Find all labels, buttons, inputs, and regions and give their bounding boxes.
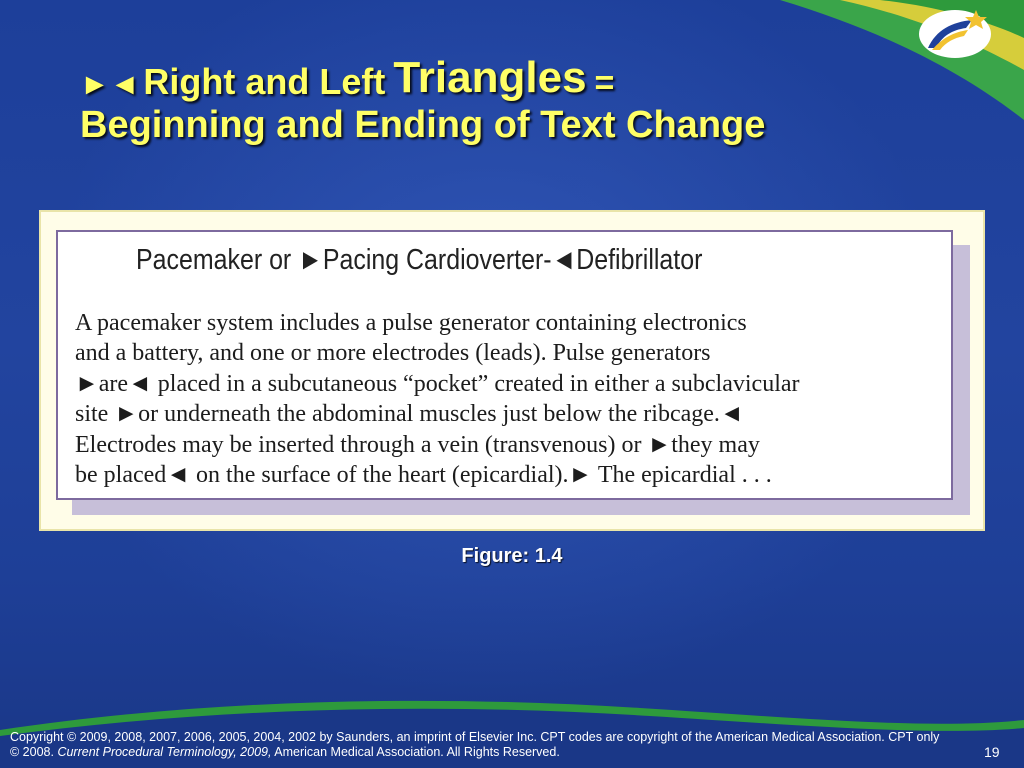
figure-caption: Figure: 1.4 <box>461 545 563 567</box>
slide-title <box>80 46 940 144</box>
title-right-left-text: Right and Left <box>143 61 386 102</box>
title-line-1 <box>80 46 940 100</box>
title-line-2: Beginning and Ending of Text Change <box>80 104 766 146</box>
figure-heading: Pacemaker or ►Pacing Cardioverter-◄Defibrillator <box>136 244 703 276</box>
body-line: Electrodes may be inserted through a vein (transvenous) or ►they may <box>75 431 760 458</box>
page-number: 19 <box>984 744 1000 760</box>
body-line: be placed◄ on the surface of the heart (epicardial).► The epicardial . . . <box>75 461 772 488</box>
title-triangles-text: Triangles <box>393 53 587 102</box>
copyright-text: Copyright © 2009, 2008, 2007, 2006, 2005, 2004, 2002 by Saunders, an imprint of Elsevier Inc. CPT codes are copyright of the American Medical Association. CPT only © 2008. <box>10 730 940 759</box>
copyright-rights-text: American Medical Association. All Rights Reserved. <box>274 745 560 759</box>
body-line: and a battery, and one or more electrodes (leads). Pulse generators <box>75 340 711 367</box>
figure-body-text <box>75 308 935 490</box>
triangle-arrows-text: ►◄ <box>80 68 140 101</box>
copyright-italic-text: Current Procedural Terminology, 2009, <box>57 745 272 759</box>
title-equals-sign: = <box>594 64 615 102</box>
body-line: A pacemaker system includes a pulse generator containing electronics <box>75 310 747 336</box>
copyright-footer <box>10 730 950 760</box>
body-line: site ►or underneath the abdominal muscles just below the ribcage.◄ <box>75 401 744 428</box>
body-line: ►are◄ placed in a subcutaneous “pocket” created in either a subclavicular <box>75 370 800 397</box>
